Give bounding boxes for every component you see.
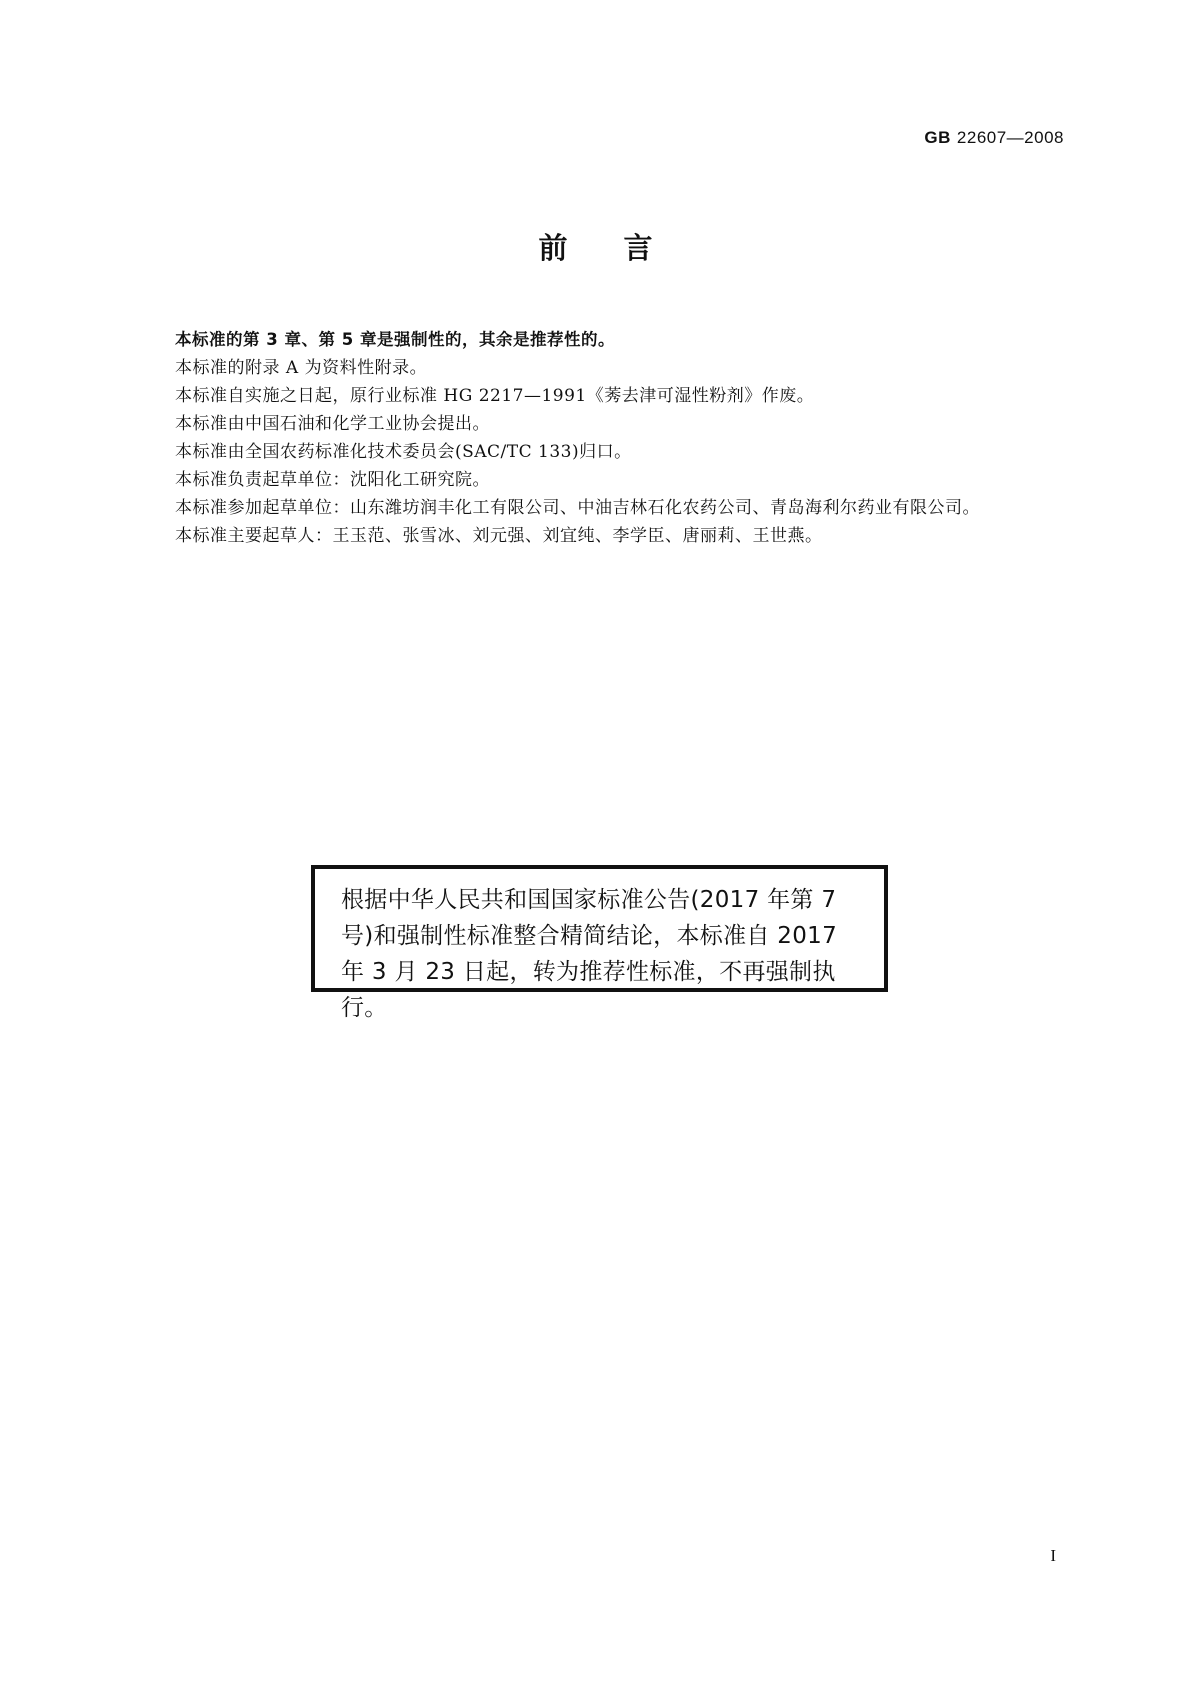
paragraph-centralized-by: 本标准由全国农药标准化技术委员会(SAC/TC 133)归口。 — [175, 442, 632, 462]
notice-line: 年 3 月 23 日起，转为推荐性标准，不再强制执行。 — [341, 959, 836, 1021]
paragraph-appendix: 本标准的附录 A 为资料性附录。 — [175, 358, 428, 378]
paragraph-drafting-unit: 本标准负责起草单位：沈阳化工研究院。 — [175, 470, 490, 490]
standard-code: 22607—2008 — [956, 128, 1064, 147]
foreword-body — [134, 326, 1060, 550]
page-title: 前言 — [538, 231, 709, 265]
page-number: I — [1050, 1546, 1056, 1565]
notice-line: 根据中华人民共和国国家标准公告(2017 年第 7 — [341, 887, 837, 913]
notice-box — [311, 865, 888, 1021]
paragraph-drafters: 本标准主要起草人：王玉范、张雪冰、刘元强、刘宜纯、李学臣、唐丽莉、王世燕。 — [175, 526, 823, 546]
paragraph-replaces: 本标准自实施之日起，原行业标准 HG 2217—1991《莠去津可湿性粉剂》作废。 — [175, 386, 815, 406]
paragraph-participating-units: 本标准参加起草单位：山东潍坊润丰化工有限公司、中油吉林石化农药公司、青岛海利尔药业有限公司。 — [175, 498, 980, 518]
standard-number — [924, 128, 1064, 148]
notice-line: 号)和强制性标准整合精简结论，本标准自 2017 — [341, 923, 838, 949]
standard-prefix: GB — [924, 128, 951, 147]
paragraph-proposed-by: 本标准由中国石油和化学工业协会提出。 — [175, 414, 490, 434]
paragraph-mandatory-chapters: 本标准的第 3 章、第 5 章是强制性的，其余是推荐性的。 — [175, 330, 615, 349]
